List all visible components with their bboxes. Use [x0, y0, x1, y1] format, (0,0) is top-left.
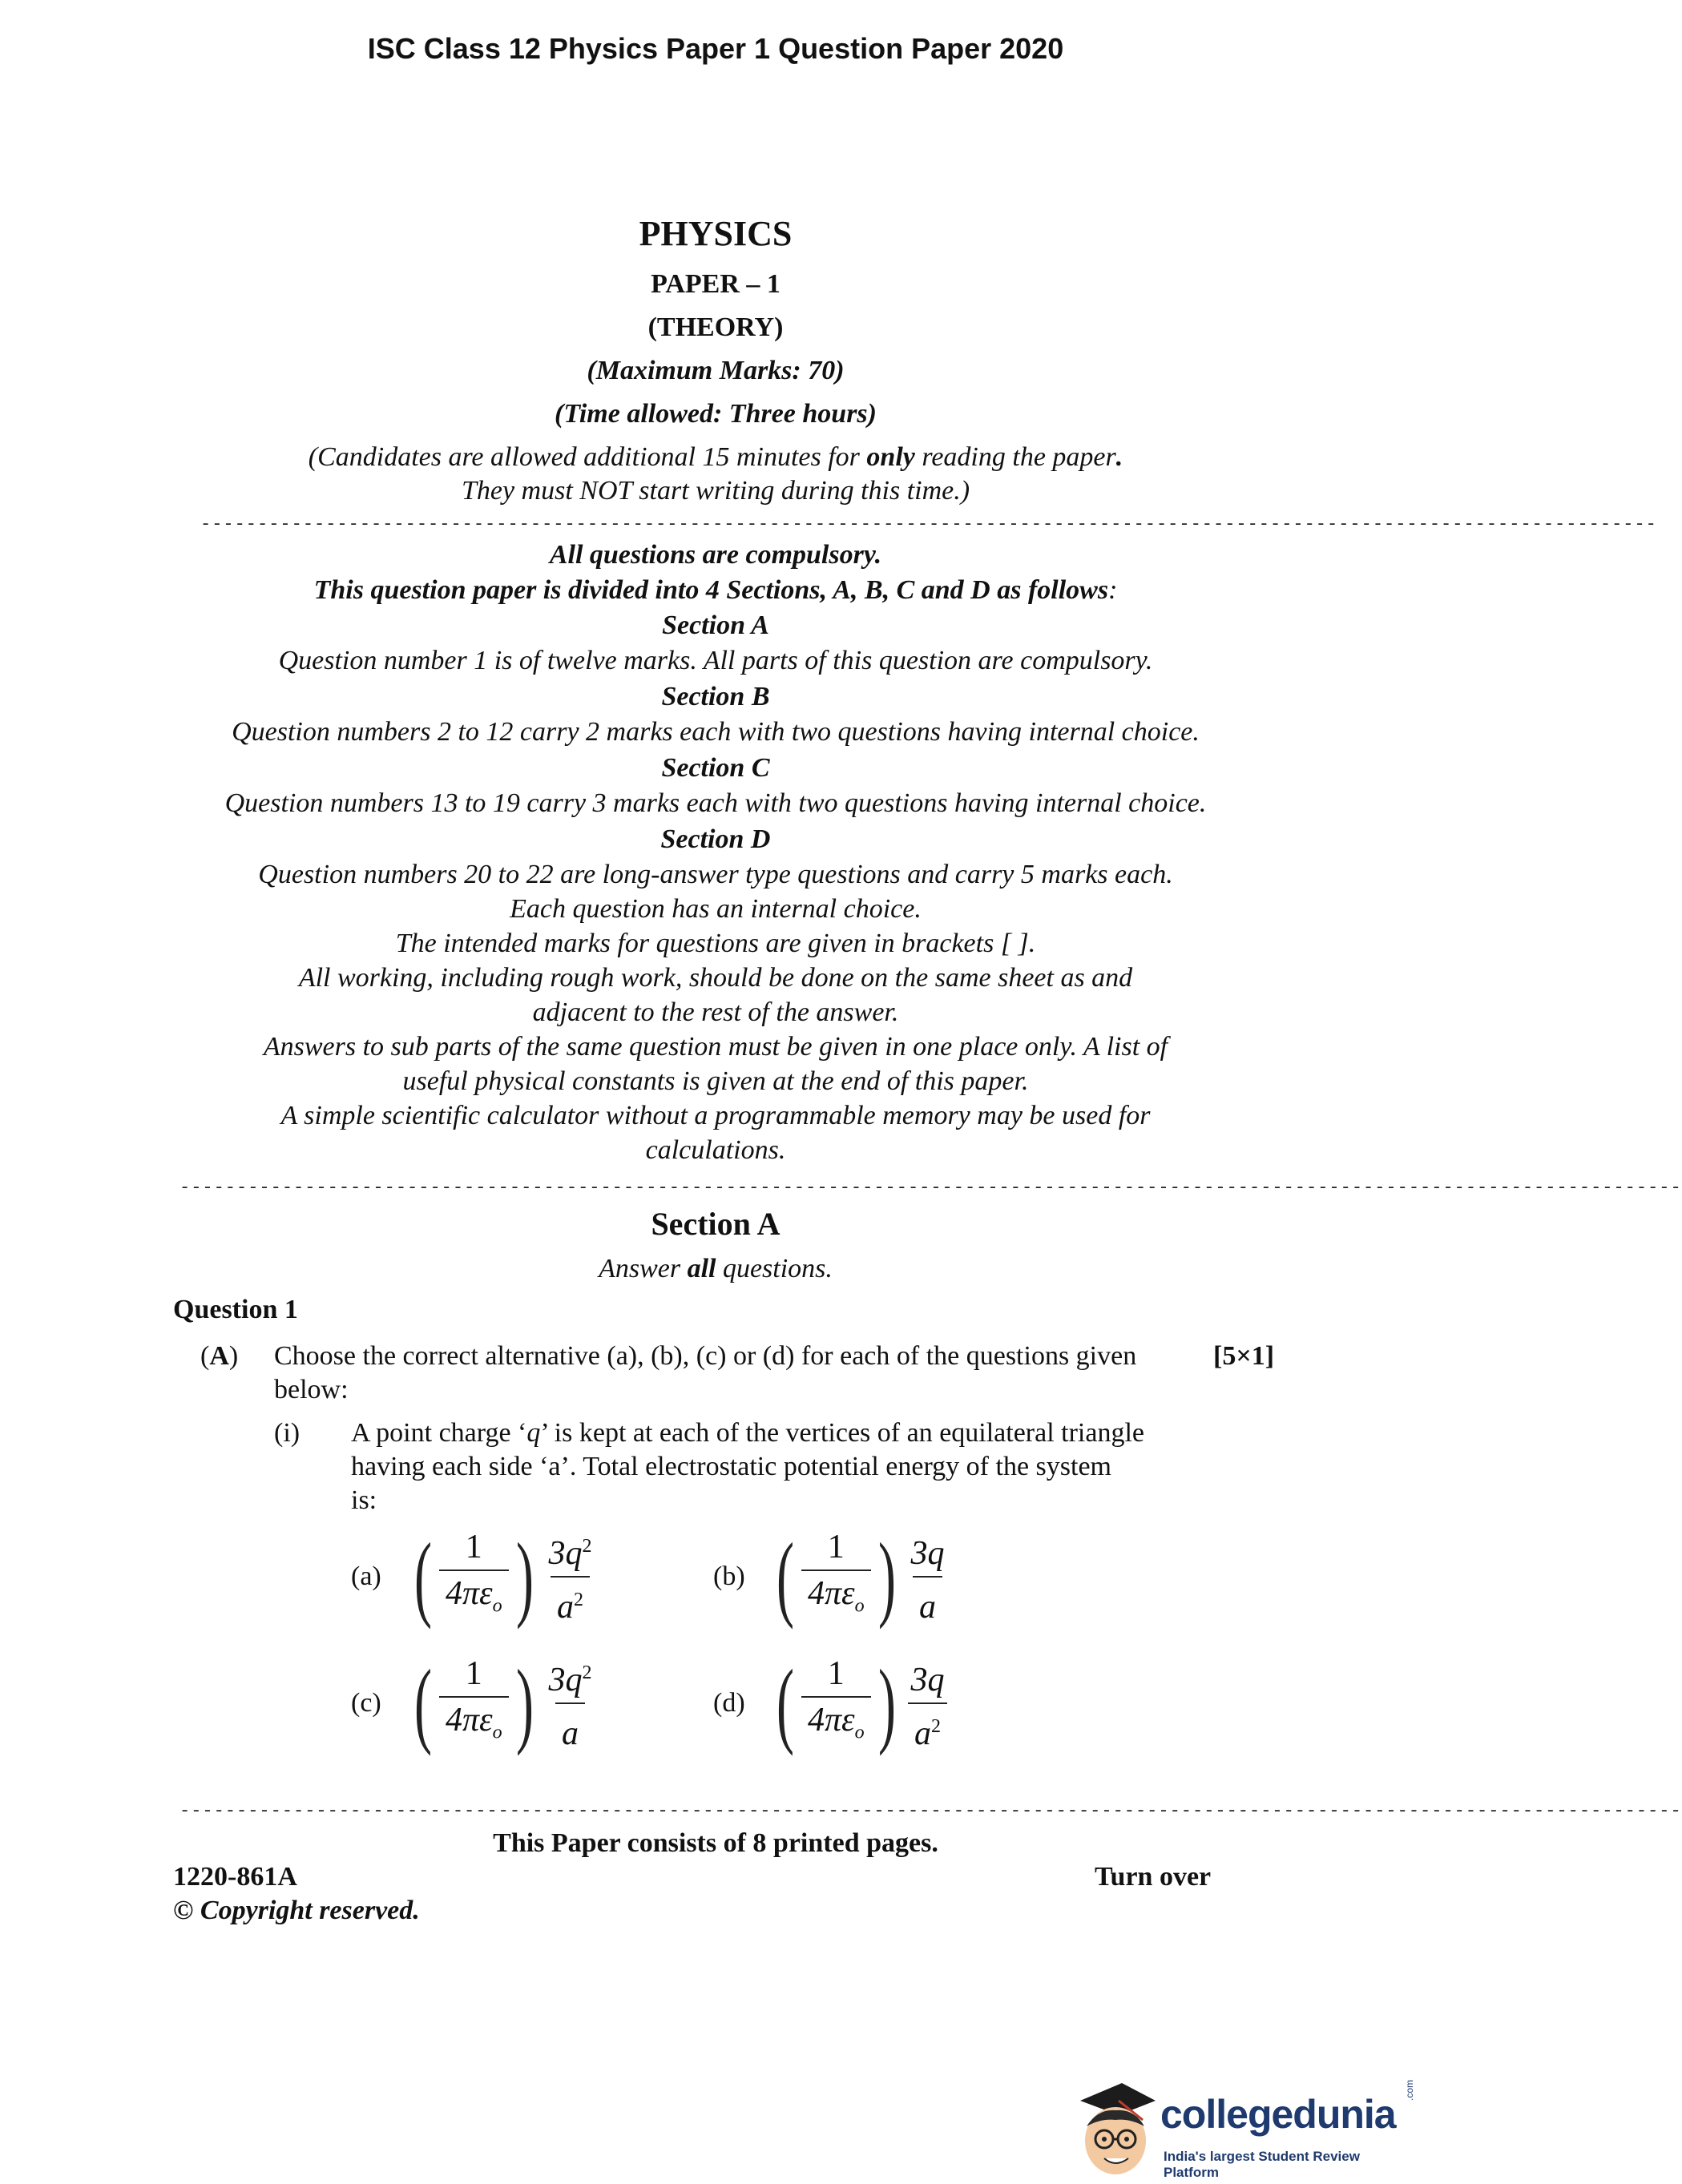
section-c-heading: Section C	[661, 753, 770, 783]
mascot-icon	[1066, 2069, 1162, 2181]
instruction-note: calculations.	[645, 1135, 786, 1165]
option-a: (a) ( $\frac{1}{4\pi\varepsilon_o}$ ) $\frac{3q^2}{a^2}$	[351, 1523, 592, 1630]
part-text-line-1: Choose the correct alternative (a), (b), (c) or (d) for each of the questions given	[274, 1341, 1137, 1371]
sub-question-line-3: is:	[351, 1485, 377, 1515]
turn-over: Turn over	[1095, 1862, 1212, 1892]
separator-line: ------------------------------------------------------------------------------------------------------------------------------------	[179, 1801, 1682, 1821]
section-d-heading: Section D	[660, 824, 771, 854]
instruction-compulsory: All questions are compulsory.	[549, 540, 882, 570]
section-a-instruction: Answer all questions.	[599, 1254, 833, 1283]
collegedunia-logo	[1066, 2069, 1418, 2181]
instruction-note: The intended marks for questions are given in brackets [ ].	[395, 929, 1036, 958]
section-d-description-2: Each question has an internal choice.	[510, 894, 922, 924]
option-d: (d) ( $\frac{1}{4\pi\varepsilon_o}$ ) $\frac{3q}{a^2}$	[713, 1650, 953, 1756]
section-a-title: Section A	[651, 1206, 780, 1242]
page-count: This Paper consists of 8 printed pages.	[493, 1828, 938, 1858]
section-b-description: Question numbers 2 to 12 carry 2 marks each with two questions having internal choice.	[232, 717, 1200, 747]
section-a-description: Question number 1 is of twelve marks. All parts of this question are compulsory.	[278, 646, 1153, 675]
logo-brand-text: collegedunia	[1160, 2092, 1396, 2137]
paper-code: 1220-861A	[173, 1862, 297, 1892]
section-d-description-1: Question numbers 20 to 22 are long-answer type questions and carry 5 marks each.	[258, 860, 1173, 889]
sub-question-line-1: A point charge ‘q’ is kept at each of the vertices of an equilateral triangle	[351, 1418, 1145, 1448]
separator-line: --------------------------------------------------------------------------------------------------------------------------------	[200, 514, 1657, 534]
logo-domain-suffix: .com	[1404, 2079, 1415, 2101]
instruction-divided: This question paper is divided into 4 Sections, A, B, C and D as follows:	[313, 575, 1118, 605]
subject-title: PHYSICS	[639, 214, 793, 253]
section-c-description: Question numbers 13 to 19 carry 3 marks each with two questions having internal choice.	[224, 788, 1207, 818]
paper-type: (THEORY)	[647, 312, 784, 342]
instruction-note: useful physical constants is given at the end of this paper.	[402, 1066, 1029, 1096]
part-text-line-2: below:	[274, 1375, 349, 1404]
instruction-note: A simple scientific calculator without a programmable memory may be used for	[280, 1101, 1151, 1130]
question-label: Question 1	[173, 1295, 298, 1324]
marks-badge: [5×1]	[1213, 1341, 1275, 1371]
instruction-note: All working, including rough work, should be done on the same sheet as and	[298, 963, 1133, 993]
document-header-title: ISC Class 12 Physics Paper 1 Question Paper 2020	[367, 32, 1064, 65]
sub-question-line-2: having each side ‘a’. Total electrostatic potential energy of the system	[351, 1452, 1111, 1481]
option-b: (b) ( $\frac{1}{4\pi\varepsilon_o}$ ) $\frac{3q}{a}$	[713, 1523, 945, 1630]
copyright-notice: © Copyright reserved.	[173, 1896, 420, 1925]
instruction-note: Answers to sub parts of the same question must be given in one place only. A list of	[263, 1032, 1168, 1062]
time-allowed: (Time allowed: Three hours)	[555, 399, 877, 429]
separator-line: ------------------------------------------------------------------------------------------------------------------------------------	[179, 1178, 1682, 1198]
section-b-heading: Section B	[661, 682, 770, 711]
instruction-note: adjacent to the rest of the answer.	[532, 997, 899, 1027]
option-c: (c) ( $\frac{1}{4\pi\varepsilon_o}$ ) $\frac{3q^2}{a}$	[351, 1650, 592, 1756]
section-a-heading: Section A	[662, 610, 769, 640]
paper-number: PAPER – 1	[651, 269, 780, 299]
part-label: (A)	[200, 1341, 239, 1371]
reading-time-line-2: They must NOT start writing during this time.)	[461, 476, 970, 506]
logo-tagline: India's largest Student Review Platform	[1164, 2149, 1360, 2180]
sub-question-label: (i)	[274, 1418, 301, 1448]
reading-time-line-1: (Candidates are allowed additional 15 minutes for only reading the paper.	[308, 442, 1123, 472]
maximum-marks: (Maximum Marks: 70)	[587, 356, 845, 385]
